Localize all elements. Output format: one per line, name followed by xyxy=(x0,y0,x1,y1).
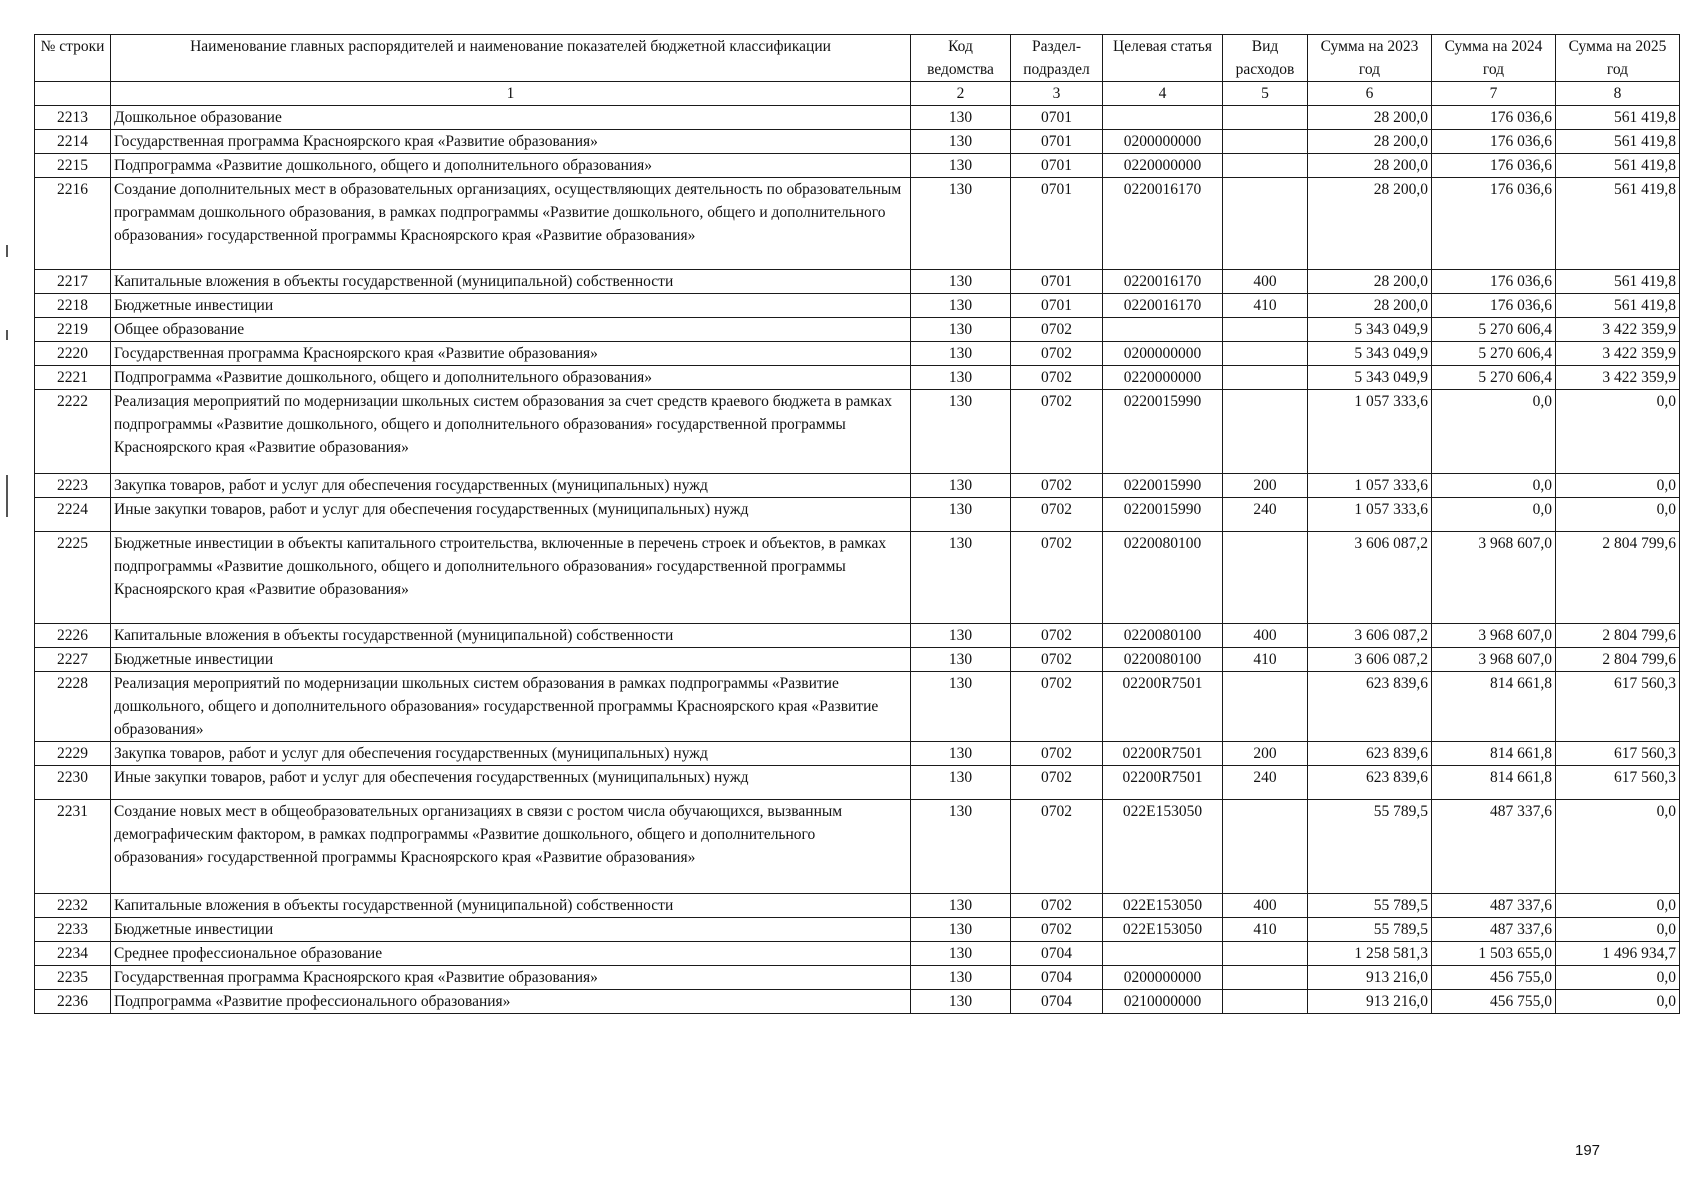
section-code: 0702 xyxy=(1011,390,1103,474)
header-name: Наименование главных распорядителей и наименование показателей бюджетной классификации xyxy=(111,35,911,82)
section-code: 0702 xyxy=(1011,766,1103,800)
header-target-article: Целевая статья xyxy=(1103,35,1223,82)
dept-code: 130 xyxy=(911,990,1011,1014)
table-row xyxy=(35,742,1680,766)
table-row xyxy=(35,648,1680,672)
section-code: 0702 xyxy=(1011,800,1103,894)
row-number: 2218 xyxy=(35,294,111,318)
target-article xyxy=(1103,942,1223,966)
sum-2025: 3 422 359,9 xyxy=(1556,342,1680,366)
section-code: 0701 xyxy=(1011,294,1103,318)
section-code: 0701 xyxy=(1011,130,1103,154)
row-name: Создание новых мест в общеобразовательных организациях в связи с ростом числа обучающихся, вызванным демографическим фактором, в рамках подпрограммы «Развитие дошкольного, общего и дополнительного образования» государственной программы Красноярского края «Развитие образования» xyxy=(111,800,911,894)
table-row xyxy=(35,154,1680,178)
sum-2023: 28 200,0 xyxy=(1308,130,1432,154)
row-name: Среднее профессиональное образование xyxy=(111,942,911,966)
table-row xyxy=(35,178,1680,270)
expense-type: 410 xyxy=(1223,648,1308,672)
sum-2023: 28 200,0 xyxy=(1308,106,1432,130)
sum-2023: 55 789,5 xyxy=(1308,894,1432,918)
dept-code: 130 xyxy=(911,154,1011,178)
sum-2024: 176 036,6 xyxy=(1432,294,1556,318)
table-row xyxy=(35,800,1680,894)
column-number xyxy=(35,82,111,106)
table-header-row xyxy=(35,35,1680,82)
row-name: Закупка товаров, работ и услуг для обеспечения государственных (муниципальных) нужд xyxy=(111,474,911,498)
sum-2025: 3 422 359,9 xyxy=(1556,318,1680,342)
sum-2024: 456 755,0 xyxy=(1432,990,1556,1014)
row-number: 2213 xyxy=(35,106,111,130)
expense-type xyxy=(1223,318,1308,342)
column-number: 3 xyxy=(1011,82,1103,106)
target-article: 0220016170 xyxy=(1103,178,1223,270)
target-article: 022E153050 xyxy=(1103,918,1223,942)
sum-2025: 2 804 799,6 xyxy=(1556,648,1680,672)
budget-table xyxy=(34,34,1680,1014)
expense-type: 200 xyxy=(1223,474,1308,498)
target-article: 0220016170 xyxy=(1103,294,1223,318)
sum-2024: 3 968 607,0 xyxy=(1432,648,1556,672)
dept-code: 130 xyxy=(911,270,1011,294)
target-article: 02200R7501 xyxy=(1103,742,1223,766)
sum-2024: 5 270 606,4 xyxy=(1432,366,1556,390)
dept-code: 130 xyxy=(911,366,1011,390)
row-number: 2232 xyxy=(35,894,111,918)
row-number: 2235 xyxy=(35,966,111,990)
table-row xyxy=(35,270,1680,294)
table-row xyxy=(35,294,1680,318)
row-number: 2214 xyxy=(35,130,111,154)
table-row xyxy=(35,918,1680,942)
sum-2025: 0,0 xyxy=(1556,990,1680,1014)
page-number: 197 xyxy=(1575,1142,1601,1159)
row-number: 2215 xyxy=(35,154,111,178)
sum-2023: 1 258 581,3 xyxy=(1308,942,1432,966)
row-name: Создание дополнительных мест в образовательных организациях, осуществляющих деятельность по образовательным программам дошкольного образования, в рамках подпрограммы «Развитие дошкольного, общего и дополнительного образования» государственной программы Красноярского края «Развитие образования» xyxy=(111,178,911,270)
sum-2023: 55 789,5 xyxy=(1308,918,1432,942)
row-number: 2228 xyxy=(35,672,111,742)
target-article: 0220080100 xyxy=(1103,624,1223,648)
row-name: Подпрограмма «Развитие дошкольного, общего и дополнительного образования» xyxy=(111,366,911,390)
sum-2023: 28 200,0 xyxy=(1308,294,1432,318)
target-article: 0200000000 xyxy=(1103,130,1223,154)
section-code: 0702 xyxy=(1011,474,1103,498)
header-expense-type: Вид расходов xyxy=(1223,35,1308,82)
sum-2023: 3 606 087,2 xyxy=(1308,624,1432,648)
sum-2024: 176 036,6 xyxy=(1432,178,1556,270)
target-article: 0220016170 xyxy=(1103,270,1223,294)
expense-type xyxy=(1223,106,1308,130)
row-number: 2216 xyxy=(35,178,111,270)
sum-2024: 176 036,6 xyxy=(1432,154,1556,178)
sum-2024: 487 337,6 xyxy=(1432,800,1556,894)
row-number: 2223 xyxy=(35,474,111,498)
row-name: Капитальные вложения в объекты государственной (муниципальной) собственности xyxy=(111,624,911,648)
sum-2025: 561 419,8 xyxy=(1556,154,1680,178)
sum-2023: 623 839,6 xyxy=(1308,742,1432,766)
sum-2024: 814 661,8 xyxy=(1432,742,1556,766)
dept-code: 130 xyxy=(911,942,1011,966)
sum-2025: 0,0 xyxy=(1556,966,1680,990)
section-code: 0701 xyxy=(1011,154,1103,178)
row-name: Общее образование xyxy=(111,318,911,342)
row-name: Иные закупки товаров, работ и услуг для обеспечения государственных (муниципальных) нужд xyxy=(111,498,911,532)
dept-code: 130 xyxy=(911,318,1011,342)
row-name: Государственная программа Красноярского края «Развитие образования» xyxy=(111,966,911,990)
sum-2025: 561 419,8 xyxy=(1556,270,1680,294)
section-code: 0704 xyxy=(1011,942,1103,966)
column-number: 6 xyxy=(1308,82,1432,106)
row-name: Бюджетные инвестиции xyxy=(111,648,911,672)
section-code: 0702 xyxy=(1011,894,1103,918)
row-number: 2220 xyxy=(35,342,111,366)
row-number: 2231 xyxy=(35,800,111,894)
sum-2024: 487 337,6 xyxy=(1432,894,1556,918)
sum-2025: 0,0 xyxy=(1556,894,1680,918)
row-name: Закупка товаров, работ и услуг для обеспечения государственных (муниципальных) нужд xyxy=(111,742,911,766)
target-article: 0200000000 xyxy=(1103,966,1223,990)
row-number: 2229 xyxy=(35,742,111,766)
table-row xyxy=(35,318,1680,342)
sum-2023: 1 057 333,6 xyxy=(1308,474,1432,498)
target-article: 0220000000 xyxy=(1103,154,1223,178)
header-sum-2024: Сумма на 2024 год xyxy=(1432,35,1556,82)
expense-type xyxy=(1223,942,1308,966)
section-code: 0702 xyxy=(1011,366,1103,390)
expense-type xyxy=(1223,966,1308,990)
column-number: 2 xyxy=(911,82,1011,106)
dept-code: 130 xyxy=(911,390,1011,474)
header-sum-2023: Сумма на 2023 год xyxy=(1308,35,1432,82)
scan-artifact-line xyxy=(6,245,8,257)
expense-type xyxy=(1223,800,1308,894)
target-article: 0220015990 xyxy=(1103,390,1223,474)
sum-2025: 1 496 934,7 xyxy=(1556,942,1680,966)
row-name: Иные закупки товаров, работ и услуг для обеспечения государственных (муниципальных) нужд xyxy=(111,766,911,800)
sum-2024: 456 755,0 xyxy=(1432,966,1556,990)
row-name: Реализация мероприятий по модернизации школьных систем образования в рамках подпрограммы «Развитие дошкольного, общего и дополнительного образования» государственной программы Красноярского края «Развитие образования» xyxy=(111,672,911,742)
sum-2023: 3 606 087,2 xyxy=(1308,648,1432,672)
sum-2025: 0,0 xyxy=(1556,800,1680,894)
expense-type: 200 xyxy=(1223,742,1308,766)
sum-2024: 176 036,6 xyxy=(1432,130,1556,154)
sum-2025: 0,0 xyxy=(1556,918,1680,942)
row-name: Дошкольное образование xyxy=(111,106,911,130)
row-name: Бюджетные инвестиции xyxy=(111,918,911,942)
header-section: Раздел-подраздел xyxy=(1011,35,1103,82)
table-row xyxy=(35,990,1680,1014)
expense-type xyxy=(1223,342,1308,366)
expense-type xyxy=(1223,990,1308,1014)
sum-2025: 561 419,8 xyxy=(1556,106,1680,130)
target-article: 02200R7501 xyxy=(1103,766,1223,800)
sum-2024: 0,0 xyxy=(1432,498,1556,532)
section-code: 0702 xyxy=(1011,624,1103,648)
sum-2023: 5 343 049,9 xyxy=(1308,366,1432,390)
target-article: 022E153050 xyxy=(1103,800,1223,894)
sum-2025: 0,0 xyxy=(1556,390,1680,474)
section-code: 0702 xyxy=(1011,532,1103,624)
dept-code: 130 xyxy=(911,106,1011,130)
sum-2025: 3 422 359,9 xyxy=(1556,366,1680,390)
target-article: 0220080100 xyxy=(1103,648,1223,672)
table-body xyxy=(35,106,1680,1014)
row-number: 2219 xyxy=(35,318,111,342)
dept-code: 130 xyxy=(911,918,1011,942)
sum-2024: 487 337,6 xyxy=(1432,918,1556,942)
sum-2023: 1 057 333,6 xyxy=(1308,498,1432,532)
row-number: 2227 xyxy=(35,648,111,672)
sum-2023: 913 216,0 xyxy=(1308,966,1432,990)
target-article: 022E153050 xyxy=(1103,894,1223,918)
section-code: 0702 xyxy=(1011,742,1103,766)
table-row xyxy=(35,624,1680,648)
row-name: Государственная программа Красноярского края «Развитие образования» xyxy=(111,342,911,366)
dept-code: 130 xyxy=(911,532,1011,624)
expense-type xyxy=(1223,366,1308,390)
column-number: 7 xyxy=(1432,82,1556,106)
scan-artifact-line xyxy=(6,475,8,517)
sum-2023: 28 200,0 xyxy=(1308,154,1432,178)
sum-2025: 561 419,8 xyxy=(1556,130,1680,154)
dept-code: 130 xyxy=(911,766,1011,800)
column-number-row xyxy=(35,82,1680,106)
sum-2025: 617 560,3 xyxy=(1556,672,1680,742)
dept-code: 130 xyxy=(911,342,1011,366)
target-article: 0220080100 xyxy=(1103,532,1223,624)
row-number: 2230 xyxy=(35,766,111,800)
row-number: 2233 xyxy=(35,918,111,942)
section-code: 0702 xyxy=(1011,318,1103,342)
row-name: Государственная программа Красноярского края «Развитие образования» xyxy=(111,130,911,154)
row-name: Бюджетные инвестиции в объекты капитального строительства, включенные в перечень строек и объектов, в рамках подпрограммы «Развитие дошкольного, общего и дополнительного образования» государственной программы Красноярского края «Развитие образования» xyxy=(111,532,911,624)
scan-artifact-line xyxy=(6,330,8,340)
section-code: 0704 xyxy=(1011,966,1103,990)
table-row xyxy=(35,342,1680,366)
section-code: 0701 xyxy=(1011,106,1103,130)
column-number: 4 xyxy=(1103,82,1223,106)
column-number: 1 xyxy=(111,82,911,106)
row-number: 2226 xyxy=(35,624,111,648)
expense-type: 240 xyxy=(1223,766,1308,800)
target-article: 0200000000 xyxy=(1103,342,1223,366)
expense-type xyxy=(1223,130,1308,154)
table-row xyxy=(35,498,1680,532)
dept-code: 130 xyxy=(911,894,1011,918)
dept-code: 130 xyxy=(911,648,1011,672)
dept-code: 130 xyxy=(911,672,1011,742)
expense-type xyxy=(1223,672,1308,742)
section-code: 0702 xyxy=(1011,918,1103,942)
sum-2024: 5 270 606,4 xyxy=(1432,342,1556,366)
sum-2024: 0,0 xyxy=(1432,474,1556,498)
table-row xyxy=(35,942,1680,966)
sum-2024: 0,0 xyxy=(1432,390,1556,474)
row-name: Подпрограмма «Развитие профессионального образования» xyxy=(111,990,911,1014)
section-code: 0701 xyxy=(1011,270,1103,294)
sum-2025: 0,0 xyxy=(1556,474,1680,498)
row-name: Подпрограмма «Развитие дошкольного, общего и дополнительного образования» xyxy=(111,154,911,178)
sum-2023: 5 343 049,9 xyxy=(1308,318,1432,342)
target-article: 0220000000 xyxy=(1103,366,1223,390)
section-code: 0701 xyxy=(1011,178,1103,270)
row-name: Капитальные вложения в объекты государственной (муниципальной) собственности xyxy=(111,270,911,294)
table-row xyxy=(35,532,1680,624)
section-code: 0702 xyxy=(1011,672,1103,742)
sum-2024: 1 503 655,0 xyxy=(1432,942,1556,966)
sum-2023: 623 839,6 xyxy=(1308,766,1432,800)
table-row xyxy=(35,766,1680,800)
target-article xyxy=(1103,106,1223,130)
section-code: 0702 xyxy=(1011,342,1103,366)
target-article: 0220015990 xyxy=(1103,474,1223,498)
sum-2023: 28 200,0 xyxy=(1308,270,1432,294)
sum-2023: 3 606 087,2 xyxy=(1308,532,1432,624)
expense-type: 240 xyxy=(1223,498,1308,532)
target-article xyxy=(1103,318,1223,342)
sum-2023: 623 839,6 xyxy=(1308,672,1432,742)
expense-type: 400 xyxy=(1223,894,1308,918)
dept-code: 130 xyxy=(911,624,1011,648)
target-article: 02200R7501 xyxy=(1103,672,1223,742)
expense-type: 410 xyxy=(1223,918,1308,942)
sum-2025: 561 419,8 xyxy=(1556,294,1680,318)
table-row xyxy=(35,366,1680,390)
sum-2023: 28 200,0 xyxy=(1308,178,1432,270)
sum-2025: 2 804 799,6 xyxy=(1556,624,1680,648)
row-number: 2222 xyxy=(35,390,111,474)
expense-type: 400 xyxy=(1223,270,1308,294)
sum-2024: 814 661,8 xyxy=(1432,766,1556,800)
dept-code: 130 xyxy=(911,178,1011,270)
expense-type: 410 xyxy=(1223,294,1308,318)
table-row xyxy=(35,966,1680,990)
sum-2025: 2 804 799,6 xyxy=(1556,532,1680,624)
target-article: 0220015990 xyxy=(1103,498,1223,532)
table-row xyxy=(35,894,1680,918)
expense-type xyxy=(1223,532,1308,624)
sum-2023: 5 343 049,9 xyxy=(1308,342,1432,366)
header-dept-code: Код ведомства xyxy=(911,35,1011,82)
section-code: 0704 xyxy=(1011,990,1103,1014)
row-number: 2236 xyxy=(35,990,111,1014)
dept-code: 130 xyxy=(911,498,1011,532)
dept-code: 130 xyxy=(911,742,1011,766)
table-row xyxy=(35,474,1680,498)
sum-2024: 5 270 606,4 xyxy=(1432,318,1556,342)
row-number: 2221 xyxy=(35,366,111,390)
sum-2025: 0,0 xyxy=(1556,498,1680,532)
column-number: 8 xyxy=(1556,82,1680,106)
dept-code: 130 xyxy=(911,474,1011,498)
sum-2025: 617 560,3 xyxy=(1556,766,1680,800)
row-name: Реализация мероприятий по модернизации школьных систем образования за счет средств краевого бюджета в рамках подпрограммы «Развитие дошкольного, общего и дополнительного образования» государственной программы Красноярского края «Развитие образования» xyxy=(111,390,911,474)
sum-2024: 176 036,6 xyxy=(1432,106,1556,130)
row-name: Капитальные вложения в объекты государственной (муниципальной) собственности xyxy=(111,894,911,918)
sum-2024: 176 036,6 xyxy=(1432,270,1556,294)
row-number: 2224 xyxy=(35,498,111,532)
header-sum-2025: Сумма на 2025 год xyxy=(1556,35,1680,82)
table-row xyxy=(35,672,1680,742)
row-number: 2225 xyxy=(35,532,111,624)
target-article: 0210000000 xyxy=(1103,990,1223,1014)
dept-code: 130 xyxy=(911,130,1011,154)
sum-2025: 617 560,3 xyxy=(1556,742,1680,766)
sum-2023: 55 789,5 xyxy=(1308,800,1432,894)
dept-code: 130 xyxy=(911,800,1011,894)
table-row xyxy=(35,130,1680,154)
sum-2025: 561 419,8 xyxy=(1556,178,1680,270)
sum-2024: 814 661,8 xyxy=(1432,672,1556,742)
row-number: 2217 xyxy=(35,270,111,294)
header-row-number: № строки xyxy=(35,35,111,82)
expense-type xyxy=(1223,390,1308,474)
sum-2024: 3 968 607,0 xyxy=(1432,532,1556,624)
section-code: 0702 xyxy=(1011,648,1103,672)
table-row xyxy=(35,390,1680,474)
sum-2024: 3 968 607,0 xyxy=(1432,624,1556,648)
sum-2023: 913 216,0 xyxy=(1308,990,1432,1014)
expense-type xyxy=(1223,154,1308,178)
column-number: 5 xyxy=(1223,82,1308,106)
dept-code: 130 xyxy=(911,966,1011,990)
row-number: 2234 xyxy=(35,942,111,966)
dept-code: 130 xyxy=(911,294,1011,318)
expense-type: 400 xyxy=(1223,624,1308,648)
expense-type xyxy=(1223,178,1308,270)
table-row xyxy=(35,106,1680,130)
row-name: Бюджетные инвестиции xyxy=(111,294,911,318)
sum-2023: 1 057 333,6 xyxy=(1308,390,1432,474)
section-code: 0702 xyxy=(1011,498,1103,532)
